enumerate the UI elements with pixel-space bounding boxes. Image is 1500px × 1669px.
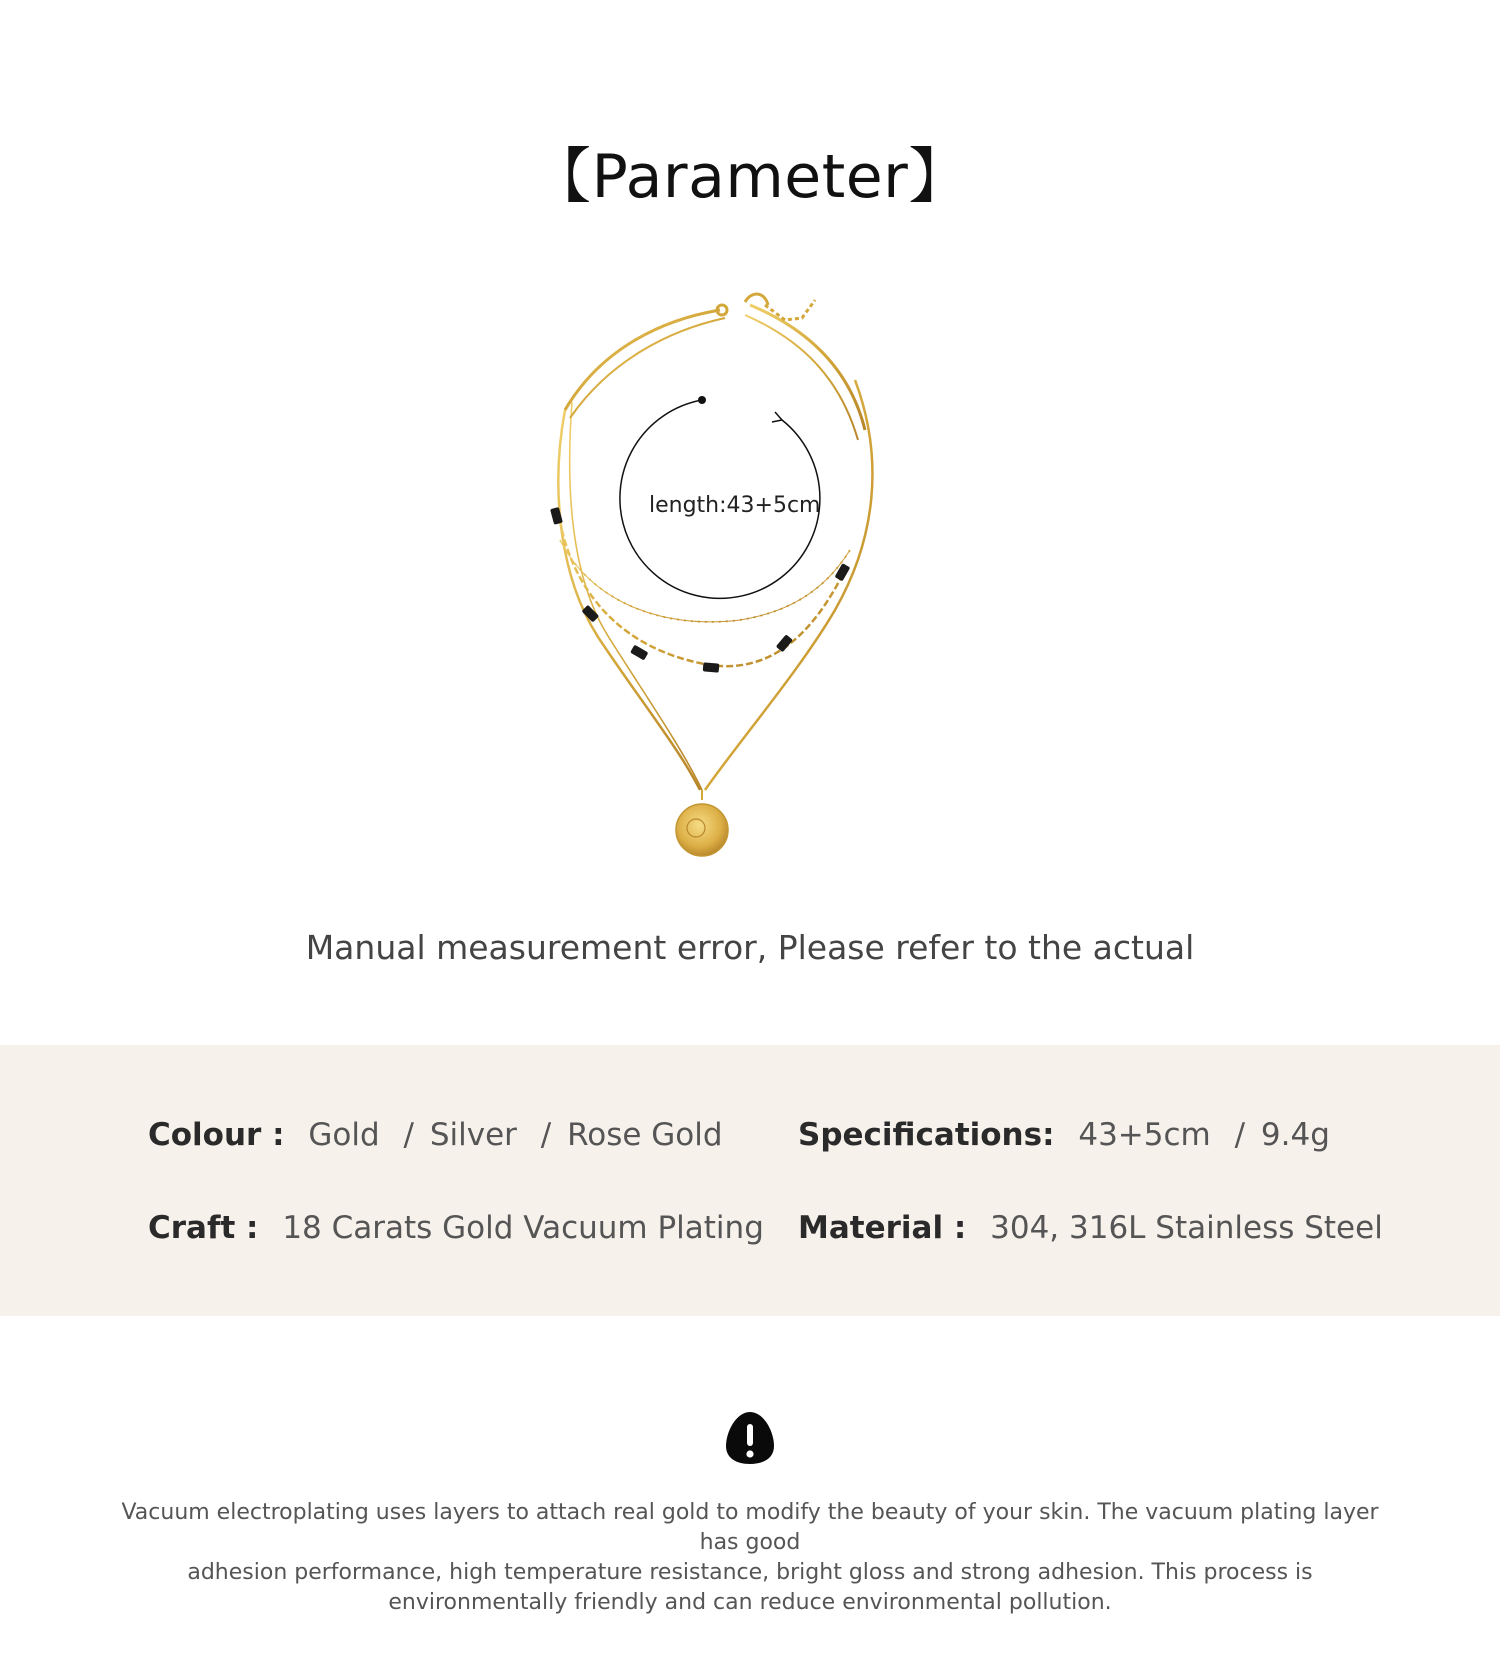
spec-craft: [148, 1206, 764, 1250]
spec-colour-value: Silver: [429, 1117, 517, 1153]
product-image-necklace: [540, 290, 960, 890]
spec-material: [798, 1206, 1383, 1250]
spec-separator: /: [540, 1117, 552, 1153]
spec-weight-value: 9.4g: [1260, 1117, 1330, 1153]
necklace-illustration: [540, 290, 960, 890]
measurement-disclaimer: Manual measurement error, Please refer to the actual: [305, 928, 1195, 967]
plating-note: [120, 1498, 1380, 1618]
spec-colour: [148, 1113, 723, 1157]
spec-separator: /: [1234, 1117, 1246, 1153]
plating-note-line: adhesion performance, high temperature resistance, bright gloss and strong adhesion. This process is: [187, 1560, 1313, 1585]
spec-material-label: Material :: [798, 1210, 967, 1246]
spec-colour-value: Gold: [308, 1117, 380, 1153]
spec-colour-value: Rose Gold: [567, 1117, 723, 1153]
black-beads: [550, 507, 850, 673]
length-label: length:43+5cm: [649, 493, 821, 518]
spec-craft-value: 18 Carats Gold Vacuum Plating: [282, 1210, 764, 1246]
spec-colour-label: Colour :: [148, 1117, 285, 1153]
plating-note-line: environmentally friendly and can reduce environmental pollution.: [388, 1590, 1112, 1615]
specification-panel: [0, 1045, 1500, 1316]
spec-separator: /: [403, 1117, 414, 1153]
coin-pendant: [676, 804, 728, 856]
spec-specifications: [798, 1113, 1330, 1157]
page-title: 【Parameter】: [531, 142, 969, 212]
spec-length-value: 43+5cm: [1078, 1117, 1211, 1153]
spec-material-value: 304, 316L Stainless Steel: [990, 1210, 1383, 1246]
plating-note-line: Vacuum electroplating uses layers to attach real gold to modify the beauty of your skin. The vacuum plating layer has good: [121, 1500, 1379, 1555]
spec-specifications-label: Specifications:: [798, 1117, 1055, 1153]
spec-craft-label: Craft :: [148, 1210, 259, 1246]
exclamation-warning-icon: [724, 1410, 776, 1466]
